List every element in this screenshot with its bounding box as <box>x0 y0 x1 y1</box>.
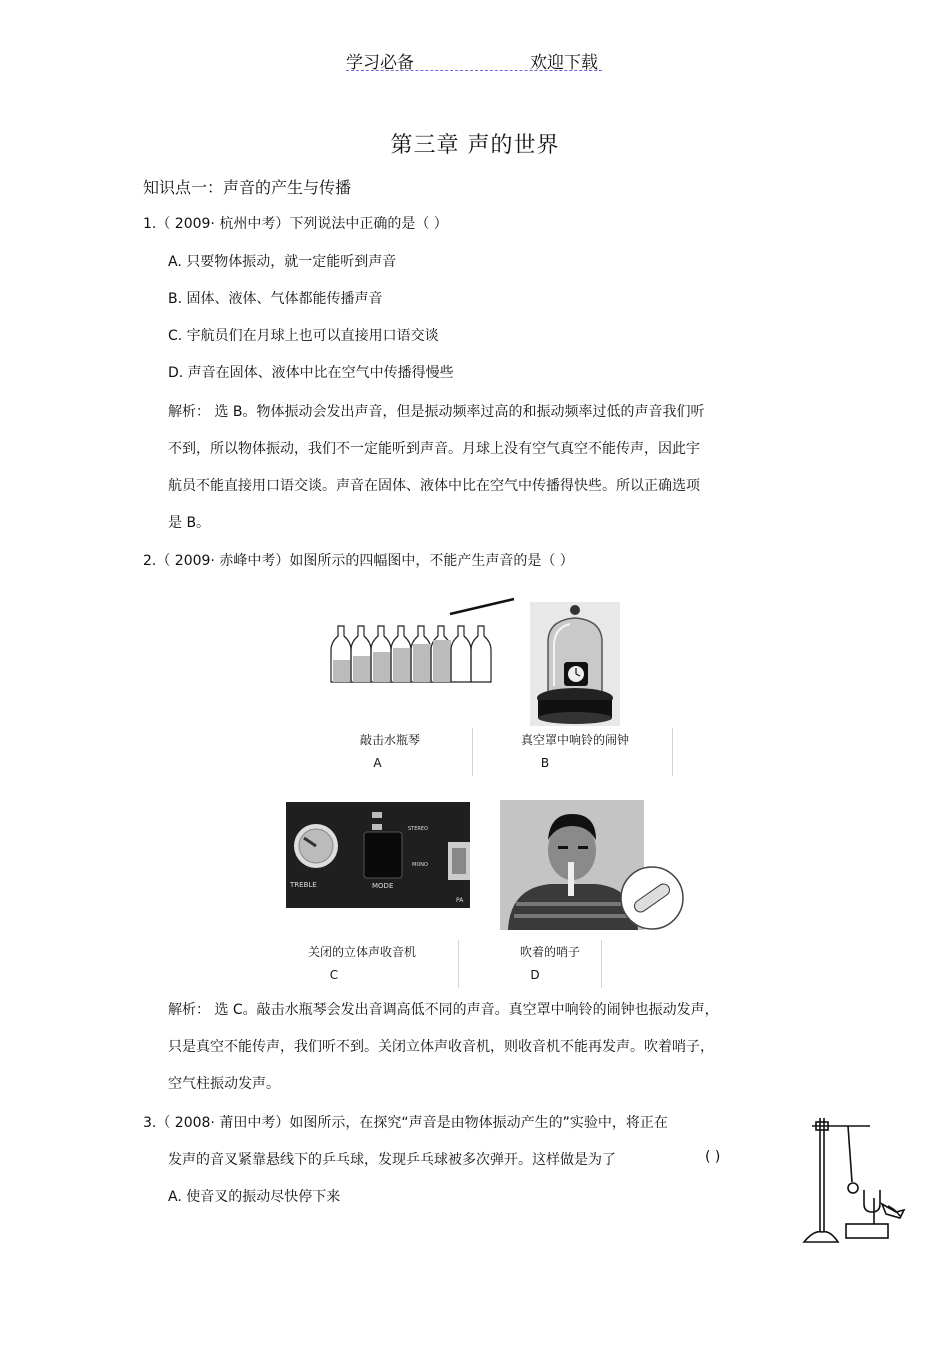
figure-a-bottles <box>326 596 516 688</box>
radio-label-mono: MONO <box>412 862 428 868</box>
q1-option-c: C. 宇航员们在月球上也可以直接用口语交谈 <box>168 328 439 344</box>
q1-analysis-line-1: 解析： 选 B。物体振动会发出声音，但是振动频率过高的和振动频率过低的声音我们听 <box>168 404 705 420</box>
q2-analysis-line-3: 空气柱振动发声。 <box>168 1076 280 1092</box>
header-dashed-line <box>346 70 602 71</box>
figure-tuning-fork-apparatus <box>798 1110 912 1250</box>
q3-stem-line-2: 发声的音叉紧靠悬线下的乒乓球，发现乒乓球被多次弹开。这样做是为了 <box>168 1152 616 1168</box>
figure-d-caption: 吹着的哨子 <box>519 945 580 959</box>
figure-divider <box>472 728 473 776</box>
q3-stem-line-1: 3.（ 2008· 莆田中考）如图所示，在探究“声音是由物体振动产生的”实验中，将正在 <box>143 1115 668 1131</box>
figure-a-letter: A <box>373 756 382 770</box>
figure-c-letter: C <box>329 968 339 982</box>
figure-b-caption: 真空罩中响铃的闹钟 <box>520 733 629 747</box>
radio-illustration <box>286 802 470 908</box>
q1-analysis-line-4: 是 B。 <box>168 515 211 531</box>
q1-stem: 1.（ 2009· 杭州中考）下列说法中正确的是（ ） <box>143 216 448 232</box>
bottles-illustration <box>326 596 516 688</box>
figure-c-caption: 关闭的立体声收音机 <box>307 945 416 959</box>
radio-label-treble: TREBLE <box>290 881 317 889</box>
radio-label-stereo: STEREO <box>408 826 428 832</box>
q1-option-a: A. 只要物体振动，就一定能听到声音 <box>168 254 397 270</box>
q1-analysis-line-2: 不到，所以物体振动，我们不一定能听到声音。月球上没有空气真空不能传声，因此宇 <box>168 441 700 457</box>
figure-d-whistle <box>500 800 686 930</box>
header-left: 学习必备 <box>346 53 414 73</box>
figure-a-caption: 敲击水瓶琴 <box>359 733 420 747</box>
figure-c-radio <box>286 802 470 908</box>
header-right: 欢迎下载 <box>530 53 598 73</box>
figure-d-letter: D <box>530 968 540 982</box>
figure-b-letter: B <box>540 756 550 770</box>
figure-b-bell-jar <box>530 602 620 726</box>
q3-answer-paren: ( ) <box>705 1149 721 1165</box>
figure-divider <box>672 728 673 776</box>
q3-option-a: A. 使音叉的振动尽快停下来 <box>168 1189 341 1205</box>
chapter-title: 第三章 声的世界 <box>390 133 560 158</box>
section-heading: 知识点一：声音的产生与传播 <box>143 178 352 197</box>
tuning-fork-illustration <box>798 1110 912 1250</box>
bell-jar-illustration <box>530 602 620 726</box>
whistle-boy-illustration <box>500 800 686 930</box>
figure-divider <box>601 940 602 988</box>
q2-analysis-line-1: 解析： 选 C。敲击水瓶琴会发出音调高低不同的声音。真空罩中响铃的闹钟也振动发声， <box>168 1002 719 1018</box>
q1-option-b: B. 固体、液体、气体都能传播声音 <box>168 291 383 307</box>
figure-divider <box>458 940 459 988</box>
q2-stem: 2.（ 2009· 赤峰中考）如图所示的四幅图中，不能产生声音的是（ ） <box>143 553 574 569</box>
q1-analysis-line-3: 航员不能直接用口语交谈。声音在固体、液体中比在空气中传播得快些。所以正确选项 <box>168 478 700 494</box>
q2-analysis-line-2: 只是真空不能传声，我们听不到。关闭立体声收音机，则收音机不能再发声。吹着哨子， <box>168 1039 714 1055</box>
radio-label-pa: PA <box>456 897 464 904</box>
radio-label-mode: MODE <box>372 882 394 890</box>
q1-option-d: D. 声音在固体、液体中比在空气中传播得慢些 <box>168 365 454 381</box>
